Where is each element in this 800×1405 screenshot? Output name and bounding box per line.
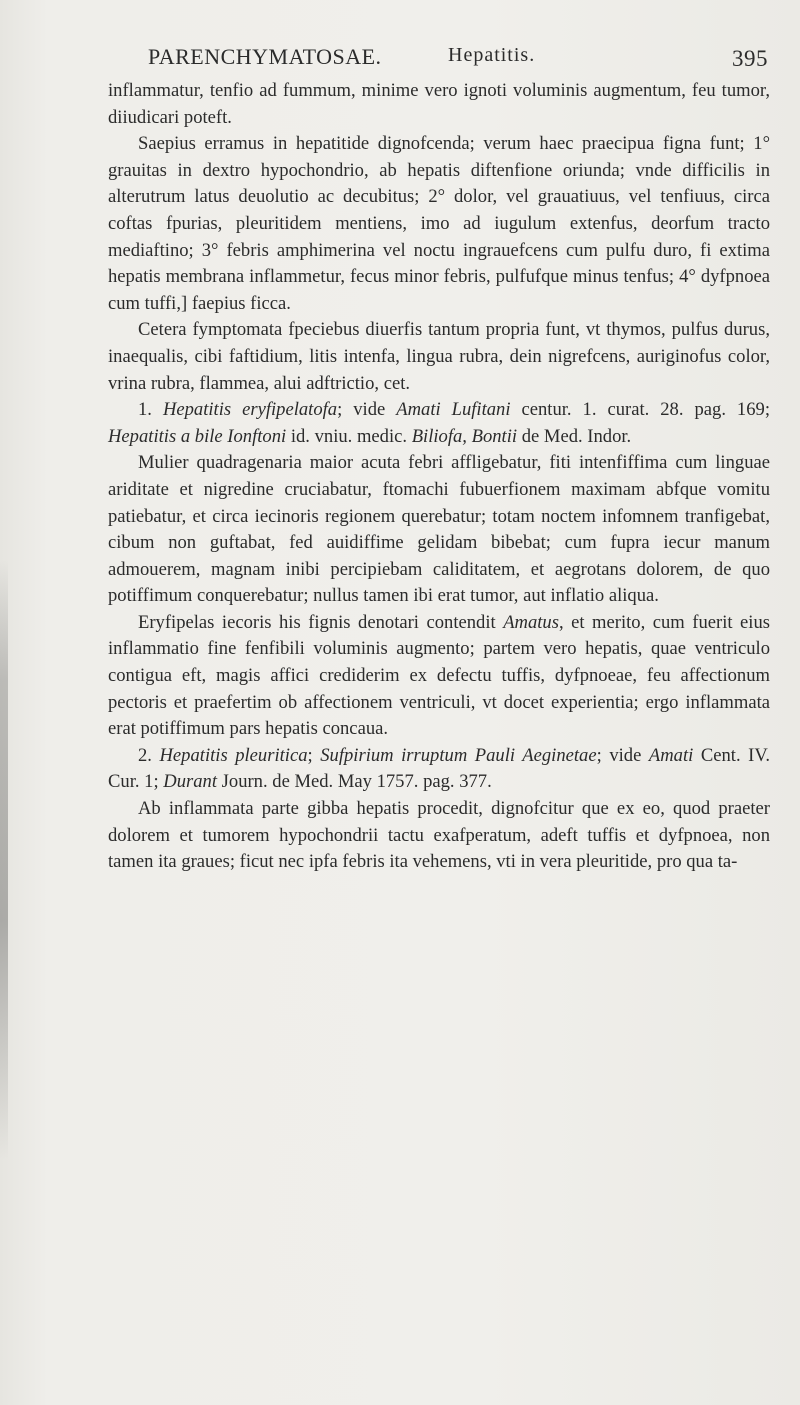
note-2-number: 2. — [138, 744, 152, 766]
header-section: Hepatitis. — [448, 44, 536, 66]
body-text — [108, 78, 770, 876]
note-2-text-3: Cent. IV. Cur. 1; — [108, 744, 771, 793]
eryfipelas-italic-1: Amatus — [503, 611, 559, 633]
note-1 — [108, 397, 770, 450]
binding-shadow — [0, 560, 8, 1160]
note-2-text-4: Journ. de Med. May 1757. pag. 377. — [217, 771, 492, 793]
paragraph-1: inflammatur, tenfio ad fummum, minime vero ignoti voluminis augmentum, feu tumor, diiudicari poteft. — [108, 80, 770, 128]
eryfipelas-text-1: Eryfipelas iecoris his fignis denotari contendit — [138, 611, 504, 633]
eryfipelas-text-2: , et merito, cum fuerit eius inflammatio fine fenfibili voluminis augmento; partem vero hepatis, quae ventriculo contigua eft, magis affici crediderim ex defectu tuffis, dyfpnoeae, feu affectionum pectoris et praefertim ob affectionem ventriculi, vt docet experientia; ergo inflammata erat potiffimum pars hepatis concaua. — [108, 611, 770, 740]
note-2-italic-4: Durant — [163, 771, 218, 793]
note-2-text-1: ; — [307, 744, 321, 766]
note-2-text-2: ; vide — [596, 744, 649, 766]
running-header — [148, 44, 768, 78]
paragraph-2: Saepius erramus in hepatitide dignofcenda; verum haec praecipua figna funt; 1° grauitas in dextro hypochondrio, ab hepatis diftenfione oriunda; vnde difficilis in alterutrum latus deuolutio ac decubitus; 2° dolor, vel grauatiuus, vel tenfiuus, circa coftas fpurias, pleuritidem mentiens, imo ad iugulum extenfus, deorfum tracto mediaftino; 3° febris amphimerina vel noctu ingrauefcens cum pulfu duro, fi extima hepatis membrana inflammetur, fecus minor febris, pulfufque minus tenfus; 4° dyfpnoea cum tuffi,] faepius ficca. — [108, 133, 770, 314]
note-1-italic-1: Hepatitis eryfipelatofa — [162, 399, 338, 421]
note-2-italic-2: Sufpirium irruptum Pauli Aeginetae — [320, 744, 597, 766]
note-1-italic-2: Amati Lufitani — [396, 399, 511, 421]
paragraph-last: Ab inflammata parte gibba hepatis procedit, dignofcitur que ex eo, quod praeter dolorem et tumorem hypochondrii tactu exafperatum, adeft tuffis et dyfpnoea, non tamen ita graues; ficut nec ipfa febris ita vehemens, vti in vera pleuritide, pro qua ta- — [108, 798, 770, 873]
note-2-italic-3: Amati — [648, 744, 694, 766]
page-number: 395 — [732, 46, 768, 71]
paragraph-eryfipelas — [108, 610, 770, 743]
note-1-italic-4: Biliofa, Bontii — [411, 425, 518, 447]
header-title: PARENCHYMATOSAE. — [148, 44, 382, 69]
note-1-text-1: ; vide — [337, 399, 397, 421]
paragraph-case: Mulier quadragenaria maior acuta febri affligebatur, fiti intenfiffima cum linguae ariditate et nigredine cruciabatur, ftomachi fubuerfionem maximam abfque vomitu patiebatur, et circa iecinoris regionem querebatur; totam noctem infomnem tranfigebat, cibum non guftabat, fed auidiffime gelidam bibebat; cum fupra iecur manum admouerem, magnam inibi percipiebam caliditatem, et aegrotans dolorem, de quo potiffimum conquerebatur; nullus tamen ibi erat tumor, aut inflatio aliqua. — [108, 452, 770, 607]
note-2 — [108, 743, 770, 796]
note-1-italic-3: Hepatitis a bile Ionftoni — [108, 425, 287, 447]
note-2-italic-1: Hepatitis pleuritica — [159, 744, 308, 766]
paragraph-3: Cetera fymptomata fpeciebus diuerfis tantum propria funt, vt thymos, pulfus durus, inaequalis, cibi faftidium, litis intenfa, lingua rubra, dein nigrefcens, auriginofus color, vrina rubra, flammea, alui adftrictio, cet. — [108, 319, 770, 394]
note-1-text-2: centur. 1. curat. 28. pag. 169; — [510, 399, 770, 421]
note-1-number: 1. — [138, 399, 152, 421]
note-1-text-3: id. vniu. medic. — [286, 425, 412, 447]
note-1-text-4: de Med. Indor. — [517, 425, 632, 447]
